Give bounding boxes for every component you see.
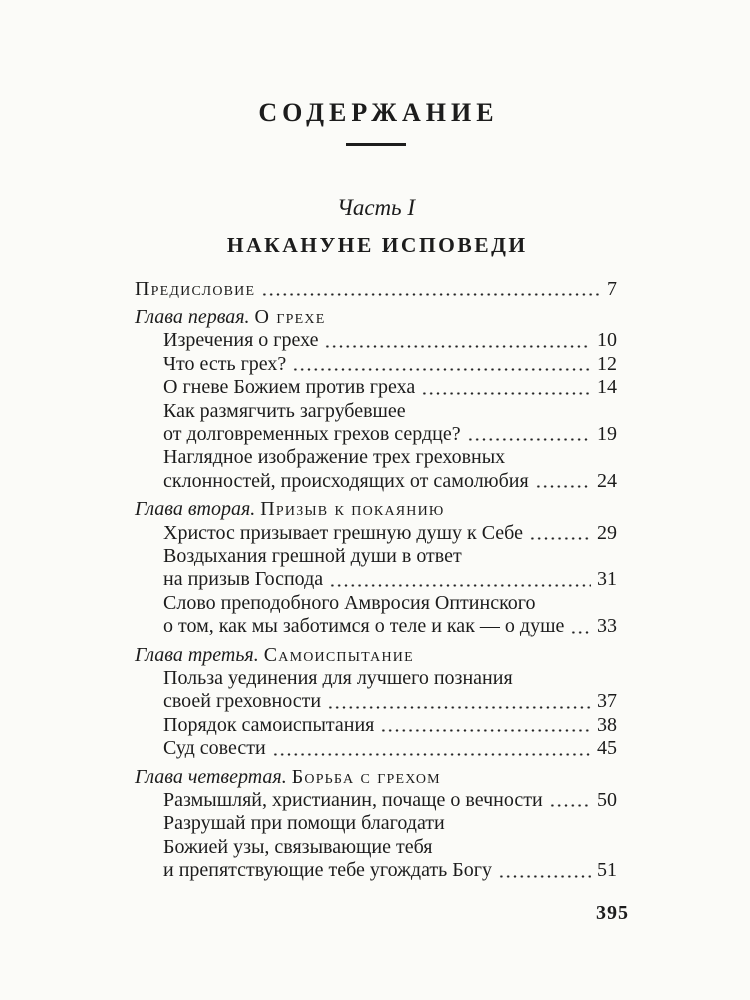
toc-entry-line: Божией узы, связывающие тебя: [163, 835, 433, 858]
toc-entry: [135, 329, 617, 352]
toc-entry-lastline: [163, 376, 617, 399]
dot-leader: [529, 536, 591, 541]
toc-chapter-heading: [135, 644, 617, 667]
toc-page-number: 45: [597, 737, 617, 760]
toc-entry-title: Размышляй, христианин, почаще о вечности: [163, 789, 543, 812]
toc-entry: [135, 353, 617, 376]
toc-page-number: 7: [607, 277, 617, 300]
divider-rule: [346, 143, 406, 146]
dot-leader: [272, 752, 591, 757]
toc-content: [135, 97, 617, 883]
dot-leader: [261, 292, 601, 297]
toc-entry-line: Слово преподобного Амвросия Оптинского: [163, 591, 536, 614]
toc-page-number: 29: [597, 521, 617, 544]
toc-entry: [135, 714, 617, 737]
dot-leader: [535, 484, 591, 489]
toc-entry-title: от долговременных грехов сердце?: [163, 422, 461, 445]
toc-entry-title: и препятствующие тебе угождать Богу: [163, 859, 492, 882]
toc-entry-title: Порядок самоиспытания: [163, 713, 375, 736]
toc-entry-title: Предисловие: [135, 277, 256, 300]
chapter-title: Самоиспытание: [263, 643, 414, 666]
chapter-number-label: Глава четвертая.: [135, 765, 287, 788]
toc-entry-title: на призыв Господа: [163, 568, 324, 591]
table-of-contents: [135, 278, 617, 883]
chapter-title: О грехе: [254, 305, 326, 328]
toc-page-number: 24: [597, 469, 617, 492]
chapter-title: Борьба с грехом: [291, 765, 441, 788]
dot-leader: [292, 367, 591, 372]
chapter-number-label: Глава первая.: [135, 305, 250, 328]
toc-chapter-heading: [135, 498, 617, 521]
toc-page-number: 14: [597, 376, 617, 399]
toc-entry-line: Наглядное изображение трех греховных: [163, 446, 506, 469]
toc-entry-line: Разрушай при помощи благодати: [163, 812, 445, 835]
toc-chapter-heading: [135, 766, 617, 789]
toc-entry-title: о том, как мы заботимся о теле и как — о душе: [163, 615, 565, 638]
toc-entry-lastline: [135, 278, 617, 301]
toc-entry-lastline: [163, 470, 617, 493]
toc-entry: [135, 522, 617, 545]
toc-entry-lastline: [163, 714, 617, 737]
part-title: НАКАНУНЕ ИСПОВЕДИ: [226, 232, 528, 257]
toc-page-number: 37: [597, 690, 617, 713]
toc-entry-title: О гневе Божием против греха: [163, 376, 416, 399]
toc-entry: [135, 400, 617, 447]
toc-entry-title: своей греховности: [163, 690, 322, 713]
toc-entry-lastline: [163, 690, 617, 713]
dot-leader: [327, 705, 591, 710]
toc-entry-lastline: [163, 522, 617, 545]
toc-entry-line: Воздыхания грешной души в ответ: [163, 544, 462, 567]
toc-entry-title: склонностей, происходящих от самолюбия: [163, 469, 529, 492]
toc-entry-lastline: [163, 423, 617, 446]
dot-leader: [421, 391, 591, 396]
folio-page-number: 395: [596, 902, 629, 924]
toc-entry-line: Польза уединения для лучшего познания: [163, 667, 513, 689]
toc-entry: [135, 667, 617, 714]
toc-entry: [135, 592, 617, 639]
toc-page-number: 19: [597, 422, 617, 445]
toc-entry-lastline: [163, 353, 617, 376]
toc-entry-line: Как размягчить загрубевшее: [163, 399, 406, 422]
toc-page-number: 12: [597, 352, 617, 375]
dot-leader: [549, 803, 591, 808]
toc-entry-title: Изречения о грехе: [163, 329, 319, 352]
toc-entry-lastline: [163, 615, 617, 638]
toc-entry-title: Что есть грех?: [163, 352, 287, 375]
dot-leader: [380, 728, 591, 733]
dot-leader: [329, 583, 591, 588]
toc-entry: [135, 278, 617, 301]
chapter-title: Призыв к покаянию: [260, 498, 445, 521]
toc-entry: [135, 376, 617, 399]
toc-entry: [135, 789, 617, 812]
toc-entry-lastline: [163, 568, 617, 591]
dot-leader: [324, 344, 591, 349]
part-label: Часть I: [336, 194, 416, 220]
dot-leader: [498, 874, 591, 879]
page-title: СОДЕРЖАНИЕ: [258, 98, 499, 127]
toc-page-number: 10: [597, 329, 617, 352]
toc-entry-lastline: [163, 329, 617, 352]
toc-entry: [135, 545, 617, 592]
chapter-number-label: Глава вторая.: [135, 498, 256, 521]
toc-page-number: 38: [597, 713, 617, 736]
toc-page-number: 31: [597, 568, 617, 591]
toc-page-number: 50: [597, 789, 617, 812]
toc-page-number: 51: [597, 859, 617, 882]
toc-chapter-heading: [135, 306, 617, 329]
dot-leader: [467, 437, 591, 442]
chapter-number-label: Глава третья.: [135, 643, 259, 666]
toc-entry-title: Суд совести: [163, 737, 266, 760]
toc-entry: [135, 446, 617, 493]
toc-entry: [135, 812, 617, 882]
toc-page-number: 33: [597, 615, 617, 638]
toc-entry-lastline: [163, 737, 617, 760]
toc-entry-lastline: [163, 859, 617, 882]
toc-entry: [135, 737, 617, 760]
toc-entry-lastline: [163, 789, 617, 812]
dot-leader: [570, 630, 591, 635]
toc-entry-title: Христос призывает грешную душу к Себе: [163, 521, 523, 544]
